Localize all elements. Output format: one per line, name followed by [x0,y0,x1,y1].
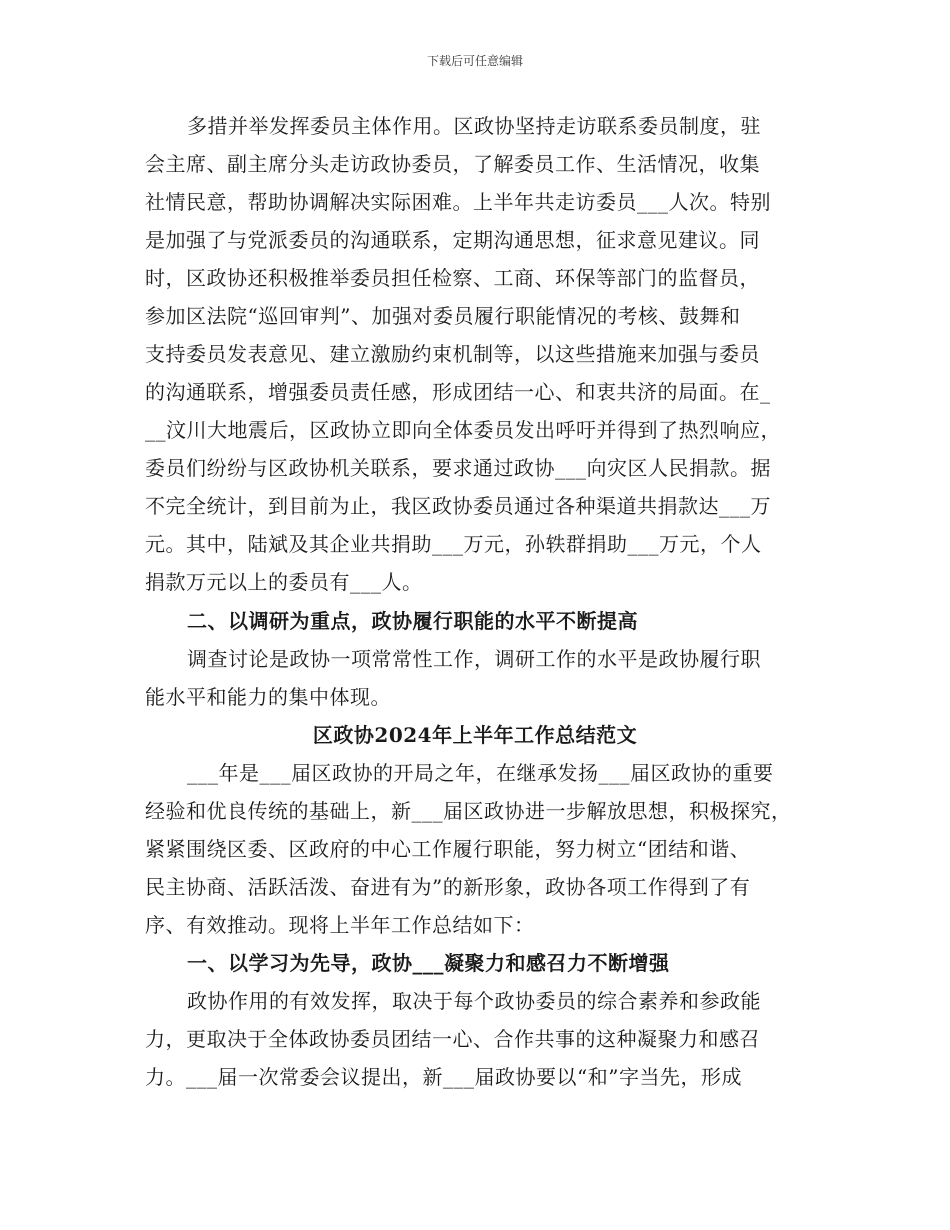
paragraph-line: 力，更取决于全体政协委员团结一心、合作共事的这种凝聚力和感召 [145,1027,760,1051]
paragraph-line: 不完全统计，到目前为止，我区政协委员通过各种渠道共捐款达___万 [145,494,771,518]
paragraph-line: 参加区法院“巡回审判”、加强对委员履行职能情况的考核、鼓舞和 [145,304,741,328]
paragraph-line: 民主协商、活跃活泼、奋进有为”的新形象，政协各项工作得到了有 [145,875,751,899]
paragraph-line: 会主席、副主席分头走访政协委员，了解委员工作、生活情况，收集 [145,152,760,176]
paragraph-line: 调查讨论是政协一项常常性工作，调研工作的水平是政协履行职 [187,647,761,671]
section-heading: 一、以学习为先导，政协___凝聚力和感召力不断增强 [187,951,670,975]
paragraph-line: 政协作用的有效发挥，取决于每个政协委员的综合素养和参政能 [187,989,761,1013]
paragraph-line: 委员们纷纷与区政协机关联系，要求通过政协___向灾区人民捐款。据 [145,456,771,480]
page-header: 下载后可任意编辑 [426,54,523,68]
paragraph-line: __汶川大地震后，区政协立即向全体委员发出呼吁并得到了热烈响应， [145,418,781,442]
paragraph-line: 时，区政协还积极推举委员担任检察、工商、环保等部门的监督员， [145,266,760,290]
paragraph-line: 能水平和能力的集中体现。 [145,685,391,709]
paragraph-line: 元。其中，陆斌及其企业共捐助___万元，孙轶群捐助___万元，个人 [145,532,762,556]
paragraph-line: 序、有效推动。现将上半年工作总结如下： [145,913,535,937]
paragraph-line: 多措并举发挥委员主体作用。区政协坚持走访联系委员制度，驻 [187,114,761,138]
paragraph-line: ___年是___届区政协的开局之年，在继承发扬___届区政协的重要 [187,761,774,785]
section-heading: 二、以调研为重点，政协履行职能的水平不断提高 [187,609,638,633]
paragraph-line: 经验和优良传统的基础上，新___届区政协进一步解放思想，积极探究， [145,799,792,823]
paragraph-line: 支持委员发表意见、建立激励约束机制等，以这些措施来加强与委员 [145,342,760,366]
paragraph-line: 是加强了与党派委员的沟通联系，定期沟通思想，征求意见建议。同 [145,228,760,252]
paragraph-line: 力。___届一次常委会议提出，新___届政协要以“和”字当先，形成 [145,1065,742,1089]
paragraph-line: 捐款万元以上的委员有___人。 [145,570,423,594]
paragraph-line: 的沟通联系，增强委员责任感，形成团结一心、和衷共济的局面。在_ [145,380,771,404]
document-title: 区政协2024年上半年工作总结范文 [312,723,638,747]
paragraph-line: 社情民意，帮助协调解决实际困难。上半年共走访委员___人次。特别 [145,190,771,214]
paragraph-line: 紧紧围绕区委、区政府的中心工作履行职能，努力树立“团结和谐、 [145,837,751,861]
